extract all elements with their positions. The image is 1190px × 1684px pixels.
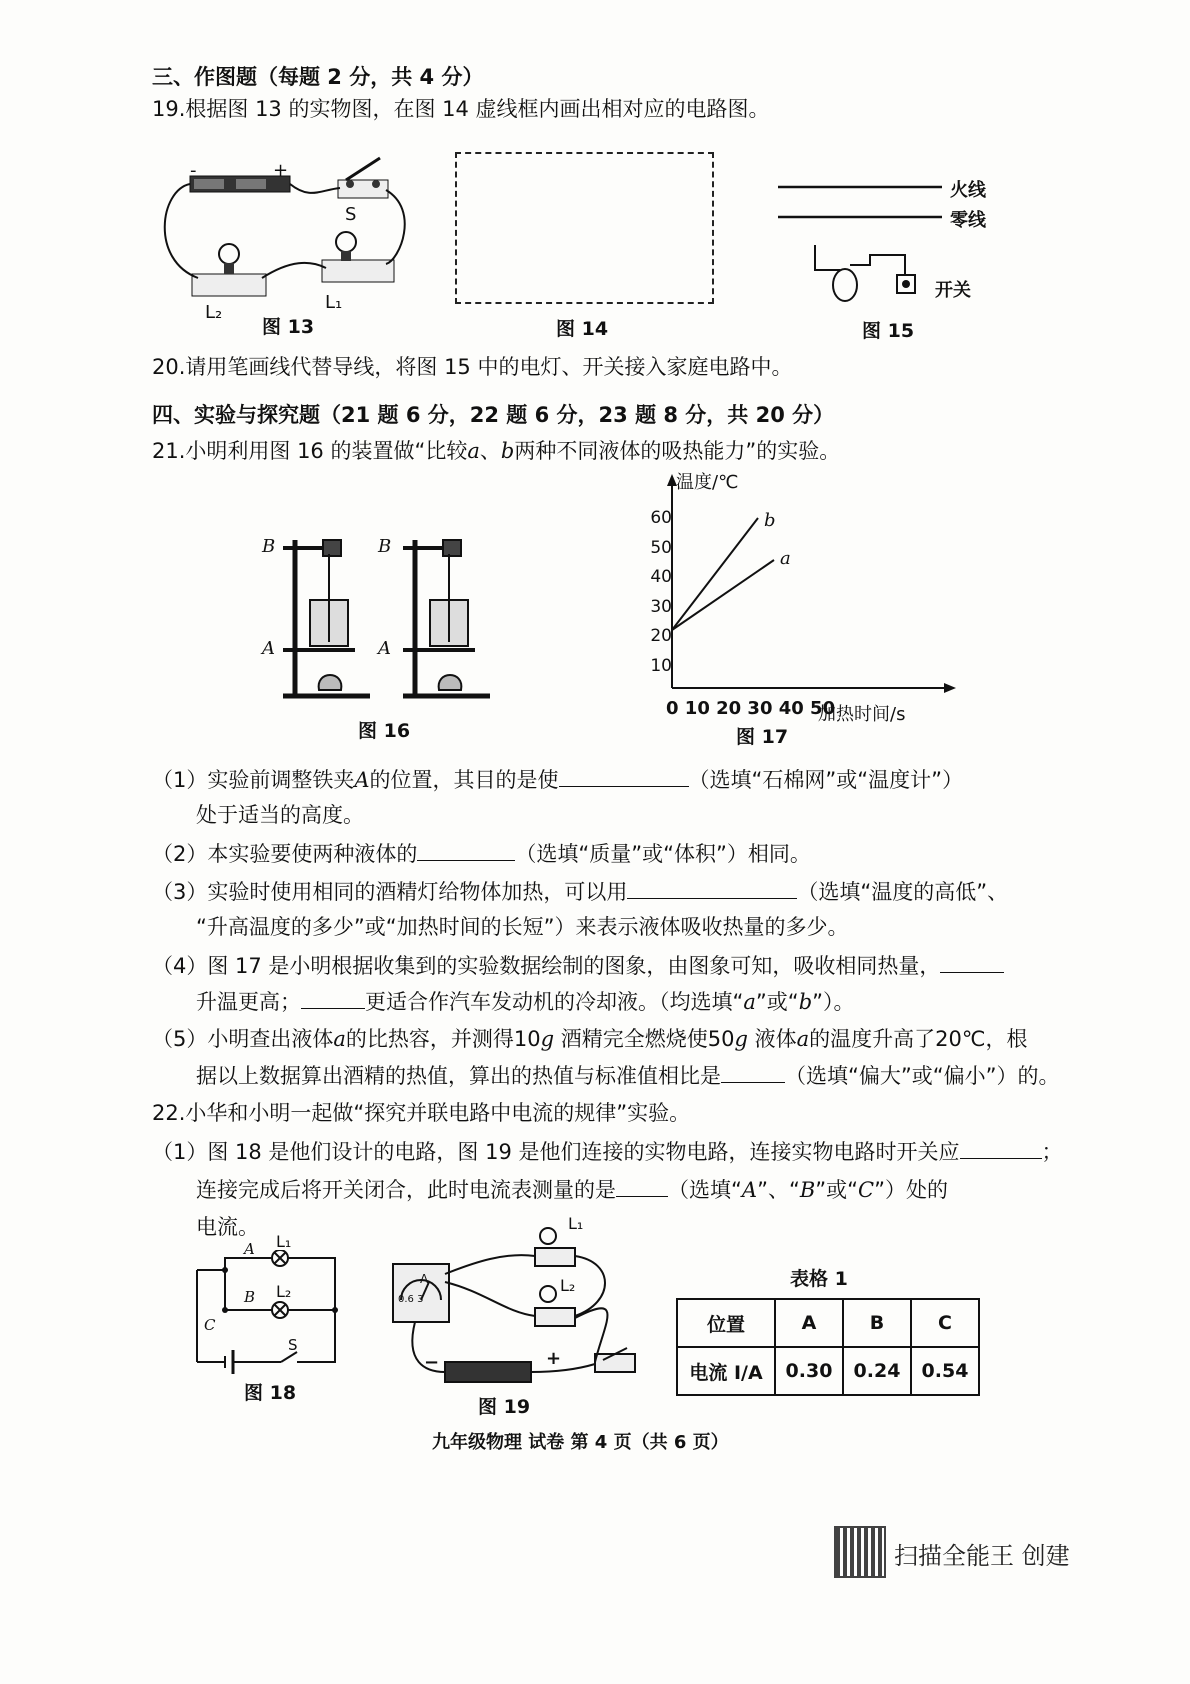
table-cell: 0.30	[775, 1347, 843, 1395]
figure-16-apparatus	[255, 530, 495, 705]
table-header-row	[677, 1299, 979, 1347]
table-header-cell: B	[843, 1299, 911, 1347]
q21-part-5: （5）小明查出液体a的比热容，并测得10g 酒精完全燃烧使50g 液体a的温度升高了20℃，根	[152, 1027, 1028, 1051]
clamp-b-right: B	[378, 536, 392, 557]
section-4-title: 四、实验与探究题（21 题 6 分，22 题 6 分，23 题 8 分，共 20 分）	[152, 403, 835, 427]
figure-15-diagram	[770, 175, 950, 305]
neutral-wire-label: 零线	[950, 210, 986, 231]
graph-yticks: 60 50 40 30 20 10	[650, 508, 672, 676]
answer-blank[interactable]	[721, 1060, 785, 1083]
fig19-meter-label: A	[420, 1272, 429, 1286]
q21-part-1: （1）实验前调整铁夹A的位置，其目的是使 （选填“石棉网”或“温度计”）	[152, 764, 963, 795]
table-header-cell: 位置	[677, 1299, 775, 1347]
q21-part-3: （3）实验时使用相同的酒精灯给物体加热，可以用 （选填“温度的高低”、	[152, 876, 1008, 907]
table-header-cell: C	[911, 1299, 979, 1347]
table-header-cell: A	[775, 1299, 843, 1347]
table-cell: 0.54	[911, 1347, 979, 1395]
switch-label: 开关	[935, 280, 971, 301]
fig19-l1-label: L₁	[568, 1214, 584, 1233]
fig18-l2-label: L₂	[276, 1282, 292, 1301]
figure-17-caption: 图 17	[736, 726, 789, 748]
figure-18-caption: 图 18	[244, 1382, 297, 1404]
fig18-c-label: C	[204, 1316, 216, 1334]
current-table	[676, 1298, 980, 1396]
answer-blank[interactable]	[301, 986, 365, 1009]
q21-part-4-cont: 升温更高； 更适合作汽车发动机的冷却液。（均选填“a”或“b”）。	[196, 986, 855, 1017]
scanner-watermark: 扫描全能王 创建	[894, 1542, 1070, 1570]
fig18-l1-label: L₁	[276, 1232, 292, 1251]
answer-blank[interactable]	[616, 1174, 668, 1197]
q22-part-1: （1）图 18 是他们设计的电路，图 19 是他们连接的实物电路，连接实物电路时开关应 ；	[152, 1136, 1063, 1167]
q21-part-2: （2）本实验要使两种液体的 （选填“质量”或“体积”）相同。	[152, 838, 811, 869]
question-22: 22.小华和小明一起做“探究并联电路中电流的规律”实验。	[152, 1101, 691, 1125]
fig19-l2-label: L₂	[560, 1276, 576, 1295]
question-21: 21.小明利用图 16 的装置做“比较a、b两种不同液体的吸热能力”的实验。	[152, 439, 841, 463]
q21-part-5-cont: 据以上数据算出酒精的热值，算出的热值与标准值相比是 （选填“偏大”或“偏小”）的。	[196, 1060, 1060, 1091]
q21-part-1-cont: 处于适当的高度。	[196, 803, 364, 827]
live-wire-label: 火线	[950, 180, 986, 201]
graph-line-b-label: b	[764, 510, 776, 531]
l2-label: L₂	[205, 302, 223, 323]
fig19-plus-label: +	[546, 1348, 562, 1369]
answer-blank[interactable]	[417, 838, 515, 861]
graph-line-a-label: a	[780, 548, 791, 569]
page-footer: 九年级物理 试卷 第 4 页（共 6 页）	[432, 1432, 729, 1453]
answer-blank[interactable]	[559, 764, 689, 787]
table-cell: 电流 I/A	[677, 1347, 775, 1395]
section-3-title: 三、作图题（每题 2 分，共 4 分）	[152, 65, 484, 89]
battery-minus-label: -	[190, 160, 197, 181]
graph-ylabel: 温度/℃	[676, 472, 739, 493]
q22-part-1-cont: 连接完成后将开关闭合，此时电流表测量的是 （选填“A”、“B”或“C”）处的	[196, 1174, 948, 1205]
clamp-a-right: A	[378, 638, 391, 659]
figure-18-circuit	[185, 1250, 350, 1375]
figure-17-graph	[640, 470, 960, 695]
qr-code-icon	[834, 1526, 886, 1578]
answer-blank[interactable]	[960, 1136, 1042, 1159]
answer-blank[interactable]	[940, 950, 1004, 973]
battery-plus-label: +	[273, 160, 289, 181]
figure-14-caption: 图 14	[556, 318, 609, 340]
question-19: 19.根据图 13 的实物图，在图 14 虚线框内画出相对应的电路图。	[152, 97, 770, 121]
fig19-minus-label: −	[424, 1352, 440, 1373]
q21-part-3-cont: “升高温度的多少”或“加热时间的长短”）来表示液体吸收热量的多少。	[196, 915, 849, 939]
clamp-a-left: A	[262, 638, 275, 659]
answer-blank[interactable]	[627, 876, 797, 899]
clamp-b-left: B	[262, 536, 276, 557]
table-cell: 0.24	[843, 1347, 911, 1395]
fig18-s-label: S	[288, 1336, 298, 1354]
question-20: 20.请用笔画线代替导线，将图 15 中的电灯、开关接入家庭电路中。	[152, 355, 793, 379]
graph-xlabel: 加热时间/s	[818, 704, 906, 725]
graph-xticks: 0 10 20 30 40 50	[666, 698, 836, 719]
l1-label: L₁	[325, 292, 343, 313]
figure-13-caption: 图 13	[262, 316, 315, 338]
fig18-b-label: B	[244, 1288, 256, 1306]
figure-15-caption: 图 15	[862, 320, 915, 342]
figure-14-dashed-box	[455, 152, 714, 304]
figure-19-caption: 图 19	[478, 1396, 531, 1418]
fig18-a-label: A	[244, 1240, 255, 1258]
fig19-meter-scale: 0.6 3	[398, 1294, 424, 1305]
figure-16-caption: 图 16	[358, 720, 411, 742]
q22-part-1-cont2: 电流。	[196, 1215, 259, 1239]
q21-part-4: （4）图 17 是小明根据收集到的实验数据绘制的图象，由图象可知，吸收相同热量，	[152, 950, 1004, 981]
switch-s-label: S	[345, 204, 357, 225]
table-1-title: 表格 1	[790, 1268, 848, 1290]
table-row	[677, 1347, 979, 1395]
